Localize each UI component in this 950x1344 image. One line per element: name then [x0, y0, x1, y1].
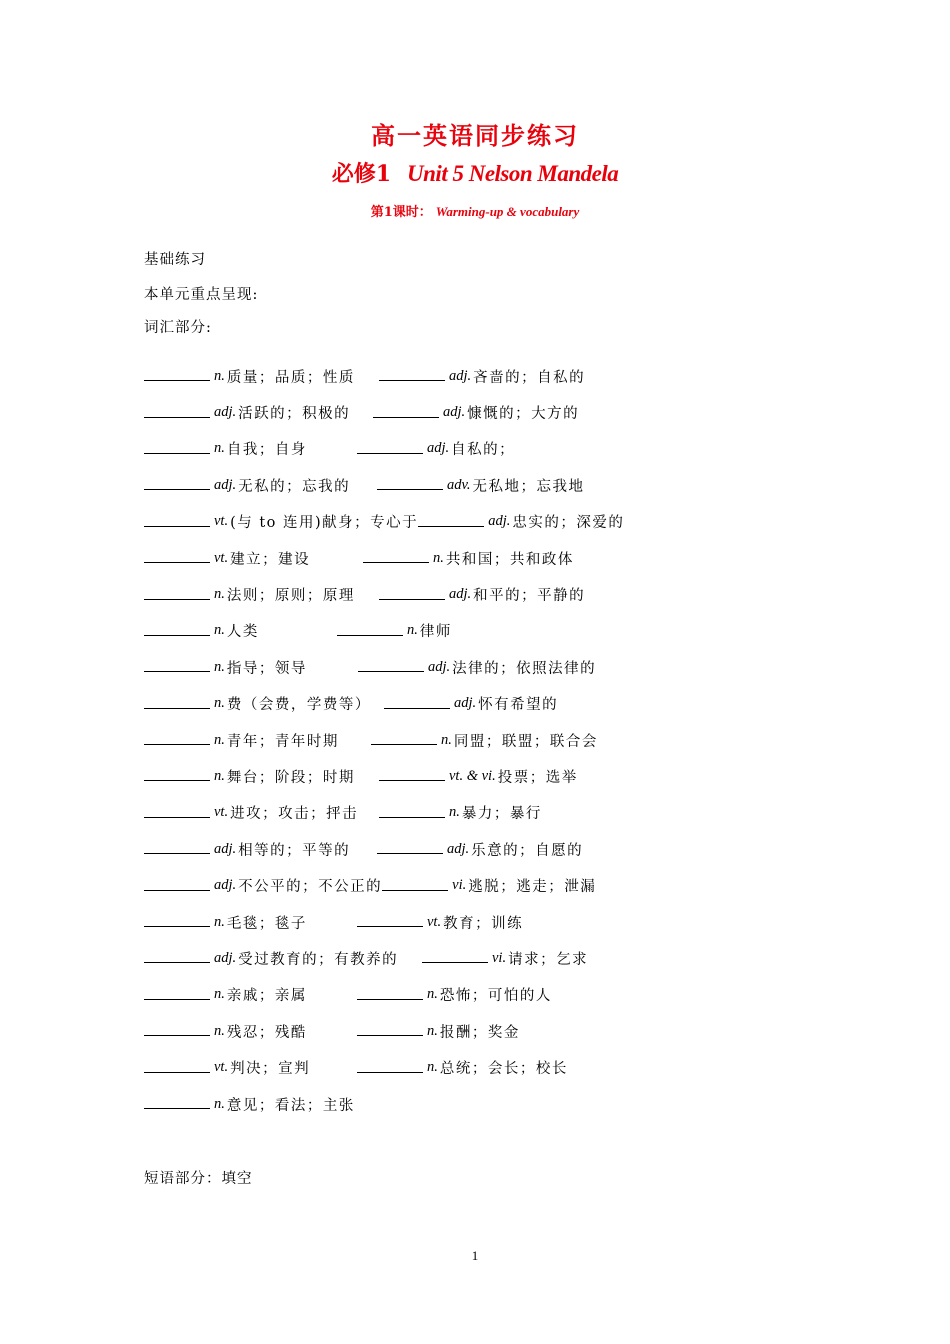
- part-of-speech: n.: [427, 986, 438, 1003]
- meaning: 残忍；残酷: [226, 1024, 307, 1041]
- vocab-entry: [422, 948, 588, 969]
- answer-blank[interactable]: [418, 513, 484, 527]
- answer-blank[interactable]: [144, 767, 210, 781]
- vocab-row: [144, 686, 844, 722]
- meaning: 建立；建设: [230, 551, 311, 568]
- answer-blank[interactable]: [144, 1059, 210, 1073]
- meaning: 无私地；忘我地: [472, 478, 585, 495]
- answer-blank[interactable]: [357, 440, 423, 454]
- answer-blank[interactable]: [382, 877, 448, 891]
- vocab-entry: [382, 875, 596, 896]
- part-of-speech: n.: [214, 1095, 225, 1112]
- vocab-row: [144, 540, 844, 576]
- part-of-speech: adj.: [488, 513, 511, 530]
- vocab-row: [144, 867, 844, 903]
- meaning: 请求；乞求: [508, 951, 589, 968]
- vocab-row: [144, 940, 844, 976]
- vocab-entry: [379, 584, 585, 605]
- vocab-row: [144, 394, 844, 430]
- answer-blank[interactable]: [379, 367, 445, 381]
- answer-blank[interactable]: [357, 1022, 423, 1036]
- part-of-speech: n.: [427, 1022, 438, 1039]
- part-of-speech: vt.: [214, 1059, 229, 1076]
- vocab-row: [144, 977, 844, 1013]
- vocab-row: [144, 795, 844, 831]
- answer-blank[interactable]: [379, 804, 445, 818]
- meaning: 毛毯；毯子: [226, 915, 307, 932]
- answer-blank[interactable]: [144, 731, 210, 745]
- vocab-row: [144, 576, 844, 612]
- vocab-entry: [144, 1021, 307, 1042]
- vocab-entry: [357, 438, 515, 459]
- unit-label: Unit 5 Nelson Mandela: [407, 161, 619, 186]
- answer-blank[interactable]: [357, 1059, 423, 1073]
- meaning: 法律的；依照法律的: [452, 660, 597, 677]
- vocab-entry: [144, 438, 307, 459]
- meaning: 慷慨的；大方的: [467, 406, 580, 423]
- part-of-speech: adj.: [449, 586, 472, 603]
- vocab-entry: [144, 475, 350, 496]
- vocab-entry: [144, 1057, 310, 1078]
- heading-vocabulary: 词汇部分:: [144, 320, 212, 336]
- answer-blank[interactable]: [422, 949, 488, 963]
- part-of-speech: adj.: [454, 695, 477, 712]
- vocab-entry: [144, 548, 310, 569]
- part-of-speech: n.: [407, 622, 418, 639]
- vocab-entry: [377, 475, 585, 496]
- vocab-row: [144, 831, 844, 867]
- vocab-entry: [144, 402, 350, 423]
- answer-blank[interactable]: [377, 476, 443, 490]
- meaning: 自私的；: [451, 442, 516, 459]
- meaning: 教育；训练: [443, 915, 524, 932]
- part-of-speech: adj.: [427, 440, 450, 457]
- answer-blank[interactable]: [363, 549, 429, 563]
- meaning: 总统；会长；校长: [439, 1061, 568, 1078]
- answer-blank[interactable]: [337, 622, 403, 636]
- answer-blank[interactable]: [144, 367, 210, 381]
- vocab-entry: [144, 657, 307, 678]
- answer-blank[interactable]: [358, 658, 424, 672]
- meaning: 意见；看法；主张: [226, 1097, 355, 1114]
- meaning: 青年；青年时期: [226, 733, 339, 750]
- meaning: 逃脱；逃走；泄漏: [468, 879, 597, 896]
- heading-basic-practice: 基础练习: [144, 252, 206, 268]
- meaning: 乐意的；自愿的: [471, 842, 584, 859]
- answer-blank[interactable]: [144, 840, 210, 854]
- answer-blank[interactable]: [144, 877, 210, 891]
- meaning: 受过教育的；有教养的: [238, 951, 399, 968]
- vocab-entry: [357, 1021, 520, 1042]
- answer-blank[interactable]: [144, 549, 210, 563]
- answer-blank[interactable]: [144, 622, 210, 636]
- vocab-entry: [371, 730, 598, 751]
- meaning: 无私的；忘我的: [238, 478, 351, 495]
- part-of-speech: n.: [214, 767, 225, 784]
- vocab-entry: [144, 839, 350, 860]
- answer-blank[interactable]: [144, 476, 210, 490]
- vocab-row: [144, 758, 844, 794]
- answer-blank[interactable]: [144, 695, 210, 709]
- answer-blank[interactable]: [384, 695, 450, 709]
- vocab-entry: [144, 1094, 355, 1115]
- meaning: 人类: [226, 624, 259, 641]
- vocab-entry: [384, 693, 558, 714]
- meaning: 律师: [419, 624, 452, 641]
- answer-blank[interactable]: [144, 513, 210, 527]
- vocab-row: [144, 722, 844, 758]
- vocab-row: [144, 431, 844, 467]
- vocab-entry: [144, 620, 259, 641]
- meaning: 暴力；暴行: [461, 806, 542, 823]
- part-of-speech: n.: [214, 622, 225, 639]
- meaning: (与 to 连用)献身；专心于: [230, 515, 419, 532]
- lesson-number: 第1课时：: [370, 205, 432, 220]
- answer-blank[interactable]: [144, 658, 210, 672]
- document-subtitle: [0, 154, 950, 194]
- part-of-speech: adj.: [214, 404, 237, 421]
- meaning: 进攻；攻击；抨击: [230, 806, 359, 823]
- document-title: 高一英语同步练习: [371, 121, 579, 150]
- part-of-speech: n.: [214, 367, 225, 384]
- answer-blank[interactable]: [144, 804, 210, 818]
- vocab-entry: [144, 875, 382, 896]
- part-of-speech: n.: [214, 986, 225, 1003]
- meaning: 共和国；共和政体: [445, 551, 574, 568]
- vocab-entry: [144, 912, 307, 933]
- vocab-entry: [379, 802, 542, 823]
- meaning: 费（会费，学费等）: [226, 697, 371, 714]
- meaning: 亲戚；亲属: [226, 988, 307, 1005]
- part-of-speech: vi.: [452, 877, 467, 894]
- vocab-entry: [144, 802, 358, 823]
- vocab-row: [144, 1049, 844, 1085]
- answer-blank[interactable]: [357, 986, 423, 1000]
- page-number: 1: [471, 1248, 479, 1263]
- answer-blank[interactable]: [144, 440, 210, 454]
- part-of-speech: n.: [214, 731, 225, 748]
- part-of-speech: n.: [449, 804, 460, 821]
- answer-blank[interactable]: [379, 767, 445, 781]
- meaning: 舞台；阶段；时期: [226, 769, 355, 786]
- vocab-entry: [379, 366, 585, 387]
- meaning: 自我；自身: [226, 442, 307, 459]
- meaning: 吝啬的；自私的: [473, 369, 586, 386]
- answer-blank[interactable]: [144, 913, 210, 927]
- vocab-entry: [144, 766, 355, 787]
- part-of-speech: adj.: [443, 404, 466, 421]
- vocab-entry: [379, 766, 578, 787]
- vocab-entry: [373, 402, 579, 423]
- answer-blank[interactable]: [379, 586, 445, 600]
- vocab-row: [144, 467, 844, 503]
- meaning: 不公平的；不公正的: [238, 879, 383, 896]
- lesson-title: [0, 194, 950, 231]
- vocabulary-list: [144, 358, 844, 1122]
- part-of-speech: n.: [441, 731, 452, 748]
- answer-blank[interactable]: [144, 1022, 210, 1036]
- part-of-speech: n.: [214, 658, 225, 675]
- meaning: 怀有希望的: [478, 697, 559, 714]
- part-of-speech: vt. & vi.: [449, 767, 496, 784]
- heading-phrases: 短语部分：填空: [144, 1171, 253, 1187]
- lesson-topic: Warming-up & vocabulary: [435, 204, 580, 219]
- answer-blank[interactable]: [144, 949, 210, 963]
- vocab-entry: [144, 984, 307, 1005]
- vocab-row: [144, 1086, 844, 1122]
- answer-blank[interactable]: [144, 986, 210, 1000]
- vocab-entry: [144, 730, 339, 751]
- answer-blank[interactable]: [357, 913, 423, 927]
- part-of-speech: n.: [214, 1022, 225, 1039]
- part-of-speech: adj.: [214, 840, 237, 857]
- meaning: 活跃的；积极的: [238, 406, 351, 423]
- vocab-entry: [144, 693, 371, 714]
- answer-blank[interactable]: [373, 404, 439, 418]
- part-of-speech: vt.: [214, 804, 229, 821]
- meaning: 法则；原则；原理: [226, 588, 355, 605]
- meaning: 指导；领导: [226, 660, 307, 677]
- part-of-speech: vt.: [427, 913, 442, 930]
- part-of-speech: adj.: [214, 476, 237, 493]
- vocab-entry: [363, 548, 574, 569]
- part-of-speech: vt.: [214, 513, 229, 530]
- part-of-speech: adj.: [428, 658, 451, 675]
- vocab-entry: [377, 839, 583, 860]
- vocab-row: [144, 1013, 844, 1049]
- vocab-entry: [357, 984, 552, 1005]
- answer-blank[interactable]: [144, 404, 210, 418]
- vocab-entry: [144, 584, 355, 605]
- vocab-entry: [357, 912, 523, 933]
- meaning: 质量；品质；性质: [226, 369, 355, 386]
- vocab-row: [144, 504, 844, 540]
- part-of-speech: n.: [214, 440, 225, 457]
- meaning: 同盟；联盟；联合会: [453, 733, 598, 750]
- vocab-entry: [144, 366, 355, 387]
- vocab-entry: [337, 620, 452, 641]
- vocab-row: [144, 358, 844, 394]
- part-of-speech: n.: [214, 586, 225, 603]
- part-of-speech: n.: [214, 695, 225, 712]
- part-of-speech: vi.: [492, 949, 507, 966]
- meaning: 投票；选举: [497, 769, 578, 786]
- vocab-entry: [418, 511, 624, 532]
- vocab-entry: [358, 657, 596, 678]
- vocab-entry: [357, 1057, 568, 1078]
- part-of-speech: adj.: [214, 949, 237, 966]
- answer-blank[interactable]: [144, 586, 210, 600]
- part-of-speech: adj.: [447, 840, 470, 857]
- vocab-row: [144, 613, 844, 649]
- vocab-row: [144, 904, 844, 940]
- part-of-speech: vt.: [214, 549, 229, 566]
- part-of-speech: n.: [214, 913, 225, 930]
- meaning: 相等的；平等的: [238, 842, 351, 859]
- part-of-speech: n.: [427, 1059, 438, 1076]
- part-of-speech: adj.: [214, 877, 237, 894]
- part-of-speech: adj.: [449, 367, 472, 384]
- vocab-entry: [144, 948, 398, 969]
- heading-key-points: 本单元重点呈现:: [144, 287, 259, 303]
- title-block: [0, 118, 950, 231]
- answer-blank[interactable]: [144, 1095, 210, 1109]
- part-of-speech: n.: [433, 549, 444, 566]
- part-of-speech: adv.: [447, 476, 471, 493]
- meaning: 判决；宣判: [230, 1061, 311, 1078]
- module-label: 必修1: [331, 161, 392, 187]
- vocab-entry: [144, 511, 418, 532]
- answer-blank[interactable]: [377, 840, 443, 854]
- vocab-row: [144, 649, 844, 685]
- meaning: 恐怖；可怕的人: [439, 988, 552, 1005]
- answer-blank[interactable]: [371, 731, 437, 745]
- meaning: 忠实的；深爱的: [512, 515, 625, 532]
- meaning: 报酬；奖金: [439, 1024, 520, 1041]
- meaning: 和平的；平静的: [473, 588, 586, 605]
